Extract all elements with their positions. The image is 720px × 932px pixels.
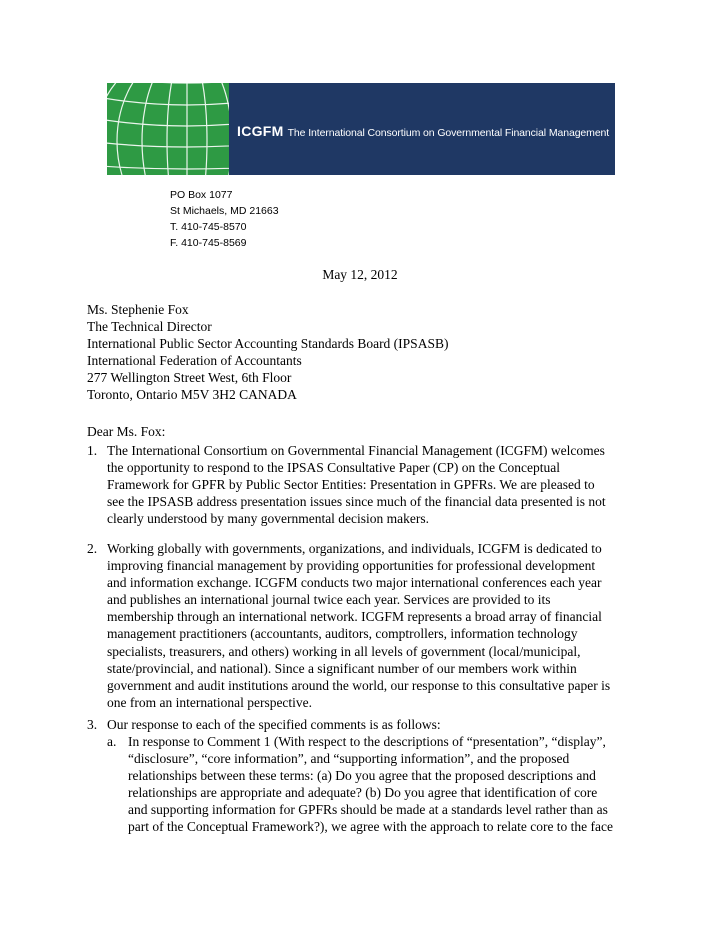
recipient-block [87,301,448,403]
recipient-line: International Public Sector Accounting Standards Board (IPSASB) [87,336,449,351]
recipient-line: The Technical Director [87,319,212,334]
sub-item-line: relationships are appropriate and adequate? (b) Do you agree that identification of core [128,785,598,801]
salutation: Dear Ms. Fox: [87,424,166,439]
sub-item-letter: a. [107,734,117,749]
letter-date: May 12, 2012 [322,267,398,282]
paragraph-line: Working globally with governments, organizations, and individuals, ICGFM is dedicated to [107,541,602,556]
paragraph-line: The International Consortium on Governmental Financial Management (ICGFM) welcomes [107,443,605,458]
paragraph-line: Framework for GPFR by Public Sector Entities: Presentation in GPFRs. We are pleased to [107,477,595,493]
header-banner [107,83,615,175]
sub-item-line: In response to Comment 1 (With respect to the descriptions of “presentation”, “display”, [128,734,606,749]
phone-line: T. 410-745-8570 [170,221,247,233]
paragraph-line: the opportunity to respond to the IPSAS Consultative Paper (CP) on the Conceptual [107,460,560,476]
sender-address [170,187,279,251]
recipient-line: Ms. Stephenie Fox [87,302,189,317]
sub-item-line: and supporting information for GPFRs should be made at a standards level rather than as [128,802,608,818]
paragraph-line: and information exchange. ICGFM conducts two major international conferences each year [107,575,602,591]
paragraph-2 [87,540,647,711]
paragraph-line: improving financial management by providing opportunities for professional development [107,558,596,574]
org-acronym: ICGFM [237,123,284,139]
globe-logo-icon [107,83,229,175]
sub-item-line: relationships between these terms: (a) Do you agree that the proposed descriptions and [128,768,596,784]
paragraph-number: 1. [87,443,98,458]
city-line: St Michaels, MD 21663 [170,205,279,217]
paragraph-3 [87,716,647,733]
fax-line: F. 410-745-8569 [170,237,247,249]
recipient-line: 277 Wellington Street West, 6th Floor [87,370,292,385]
paragraph-line: specialists, treasurers, and others) working in all levels of government (local/municipal, [107,643,581,659]
paragraph-body [107,540,647,711]
paragraph-line: and publishes an international journal twice each year. Services are provided to its [107,592,551,608]
recipient-line: International Federation of Accountants [87,353,302,368]
paragraph-body [107,442,647,527]
po-box: PO Box 1077 [170,189,233,201]
sub-item-line: “disclosure”, “core information”, and “supporting information”, and the proposed [128,751,570,767]
org-full-name: The International Consortium on Governmental Financial Management [287,127,610,139]
paragraph-line: state/provincial, and national). Since a significant number of our members work within [107,660,577,676]
sub-item-body [128,733,647,836]
paragraph-line: government and audit institutions around the world, our response to this consultative paper is [107,677,611,693]
paragraph-number: 2. [87,541,98,556]
paragraph-line: see the IPSASB address presentation issues since much of the financial data presented is not [107,494,606,510]
sub-item-line: part of the Conceptual Framework?), we agree with the approach to relate core to the face [128,819,614,835]
sub-item-a [107,733,647,836]
paragraph-1 [87,442,647,527]
paragraph-line: one from an international perspective. [107,694,313,710]
paragraph-line: membership through an international network. ICGFM represents a broad array of financial [107,609,602,625]
paragraph-line: management practitioners (accountants, auditors, comptrollers, information technology [107,626,578,642]
paragraph-line: Our response to each of the specified comments is as follows: [107,717,441,732]
paragraph-body [107,716,647,733]
paragraph-line: clearly understood by many governmental decision makers. [107,511,430,527]
recipient-line: Toronto, Ontario M5V 3H2 CANADA [87,387,297,402]
org-name-text [237,123,609,139]
paragraph-number: 3. [87,717,98,732]
